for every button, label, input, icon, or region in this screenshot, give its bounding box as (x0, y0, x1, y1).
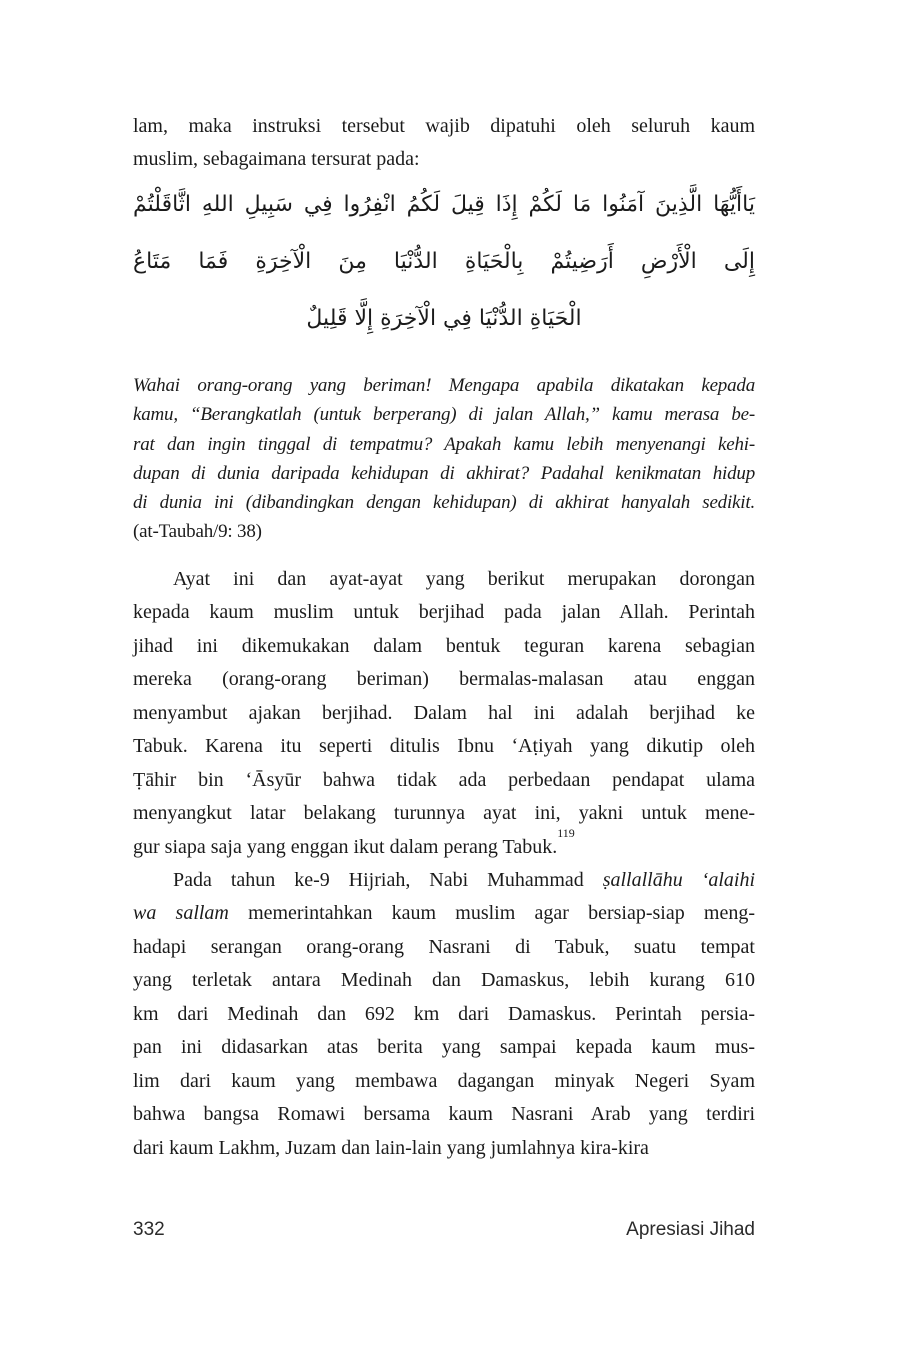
paragraph-tafsir (133, 563, 755, 864)
text-run: pan ini didasarkan atas berita yang sampai kepada kaum mus- (133, 1036, 755, 1059)
text-line (133, 290, 755, 347)
text-line (133, 864, 755, 897)
text-run: gur siapa saja yang enggan ikut dalam perang Tabuk. (133, 835, 558, 858)
text-line (133, 459, 755, 488)
text-line (133, 797, 755, 830)
text-line (133, 400, 755, 429)
text-run: lam, maka instruksi tersebut wajib dipatuhi oleh seluruh kaum (133, 115, 755, 137)
text-run: km dari Medinah dan 692 km dari Damaskus. Perintah persia- (133, 1002, 755, 1025)
text-line (133, 143, 755, 176)
text-line (133, 897, 755, 930)
text-line (133, 1065, 755, 1098)
page-number: 332 (133, 1219, 165, 1240)
page-footer (133, 1219, 755, 1241)
text-run: di dunia ini (dibandingkan dengan kehidupan) di akhirat hanyalah sedikit. (133, 492, 755, 514)
text-line (133, 430, 755, 459)
text-line (133, 488, 755, 517)
text-run: Ṭāhir bin ‘Āsyūr bahwa tidak ada perbedaan pendapat ulama (133, 768, 755, 791)
text-run: memerintahkan kaum muslim agar bersiap-siap meng- (228, 902, 755, 925)
text-run: jihad ini dikemukakan dalam bentuk teguran karena sebagian (133, 634, 755, 657)
text-line (133, 931, 755, 964)
text-run: Ayat ini dan ayat-ayat yang berikut merupakan dorongan (173, 568, 755, 590)
text-line (133, 697, 755, 730)
text-line (133, 517, 755, 546)
text-line (133, 371, 755, 400)
paragraph-continued (133, 110, 755, 177)
text-run: (at-Taubah/9: 38) (133, 521, 262, 543)
text-line (133, 730, 755, 763)
text-line (133, 964, 755, 997)
text-line (133, 663, 755, 696)
text-line (133, 764, 755, 797)
text-run: muslim, sebagaimana tersurat pada: (133, 148, 420, 171)
text-run: hadapi serangan orang-orang Nasrani di Tabuk, suatu tempat (133, 935, 755, 958)
text-line (133, 825, 755, 864)
paragraph-history (133, 864, 755, 1165)
text-run: dupan di dunia daripada kehidupan di akhirat? Padahal kenikmatan hidup (133, 462, 755, 484)
text-run: wa sallam (133, 902, 229, 925)
text-run: menyambut ajakan berjihad. Dalam hal ini adalah berjihad ke (133, 701, 755, 724)
text-run: kamu, “Berangkatlah (untuk berperang) di jalan Allah,” kamu merasa be- (133, 404, 755, 426)
text-run: Tabuk. Karena itu seperti ditulis Ibnu ‘Aṭiyah yang dikutip oleh (133, 735, 755, 758)
text-run: lim dari kaum yang membawa dagangan minyak Negeri Syam (133, 1069, 755, 1092)
text-run: يَاأَيُّهَا الَّذِينَ آمَنُوا مَا لَكُمْ إِذَا قِيلَ لَكُمُ انْفِرُوا فِي سَبِيلِ اللهِ اثَّاقَلْتُمْ (133, 192, 755, 217)
text-line (133, 233, 755, 290)
text-line (133, 563, 755, 596)
text-line (133, 1132, 755, 1165)
text-line (133, 630, 755, 663)
text-line (133, 998, 755, 1031)
text-run: menyangkut latar belakang turunnya ayat ini, yakni untuk mene- (133, 802, 755, 825)
text-run: rat dan ingin tinggal di tempatmu? Apakah kamu lebih menyenangi kehi- (133, 433, 755, 455)
text-line (133, 1031, 755, 1064)
text-line (133, 1098, 755, 1131)
text-run: mereka (orang-orang beriman) bermalas-malasan atau enggan (133, 668, 755, 691)
text-line (133, 596, 755, 629)
text-run: Pada tahun ke-9 Hijriah, Nabi Muhammad (173, 869, 603, 891)
verse-translation (133, 371, 755, 547)
footnote-marker: 119 (557, 825, 575, 840)
running-title: Apresiasi Jihad (626, 1219, 755, 1240)
text-run: yang terletak antara Medinah dan Damaskus, lebih kurang 610 (133, 969, 755, 992)
text-run: ṣallallāhu ‘alaihi (602, 869, 756, 891)
text-run: الْحَيَاةِ الدُّنْيَا فِي الْآخِرَةِ إِلَّا قَلِيلٌ (306, 306, 582, 331)
text-run: Wahai orang-orang yang beriman! Mengapa apabila dikatakan kepada (133, 375, 755, 396)
text-run: dari kaum Lakhm, Juzam dan lain-lain yang jumlahnya kira-kira (133, 1136, 649, 1159)
text-run: إِلَى الْأَرْضِ أَرَضِيتُمْ بِالْحَيَاةِ الدُّنْيَا مِنَ الْآخِرَةِ فَمَا مَتَاعُ (133, 249, 755, 274)
text-run: bahwa bangsa Romawi bersama kaum Nasrani Arab yang terdiri (133, 1103, 755, 1126)
text-line (133, 176, 755, 233)
quran-verse-arabic (133, 176, 755, 347)
text-line (133, 110, 755, 143)
text-run: kepada kaum muslim untuk berjihad pada jalan Allah. Perintah (133, 601, 755, 624)
